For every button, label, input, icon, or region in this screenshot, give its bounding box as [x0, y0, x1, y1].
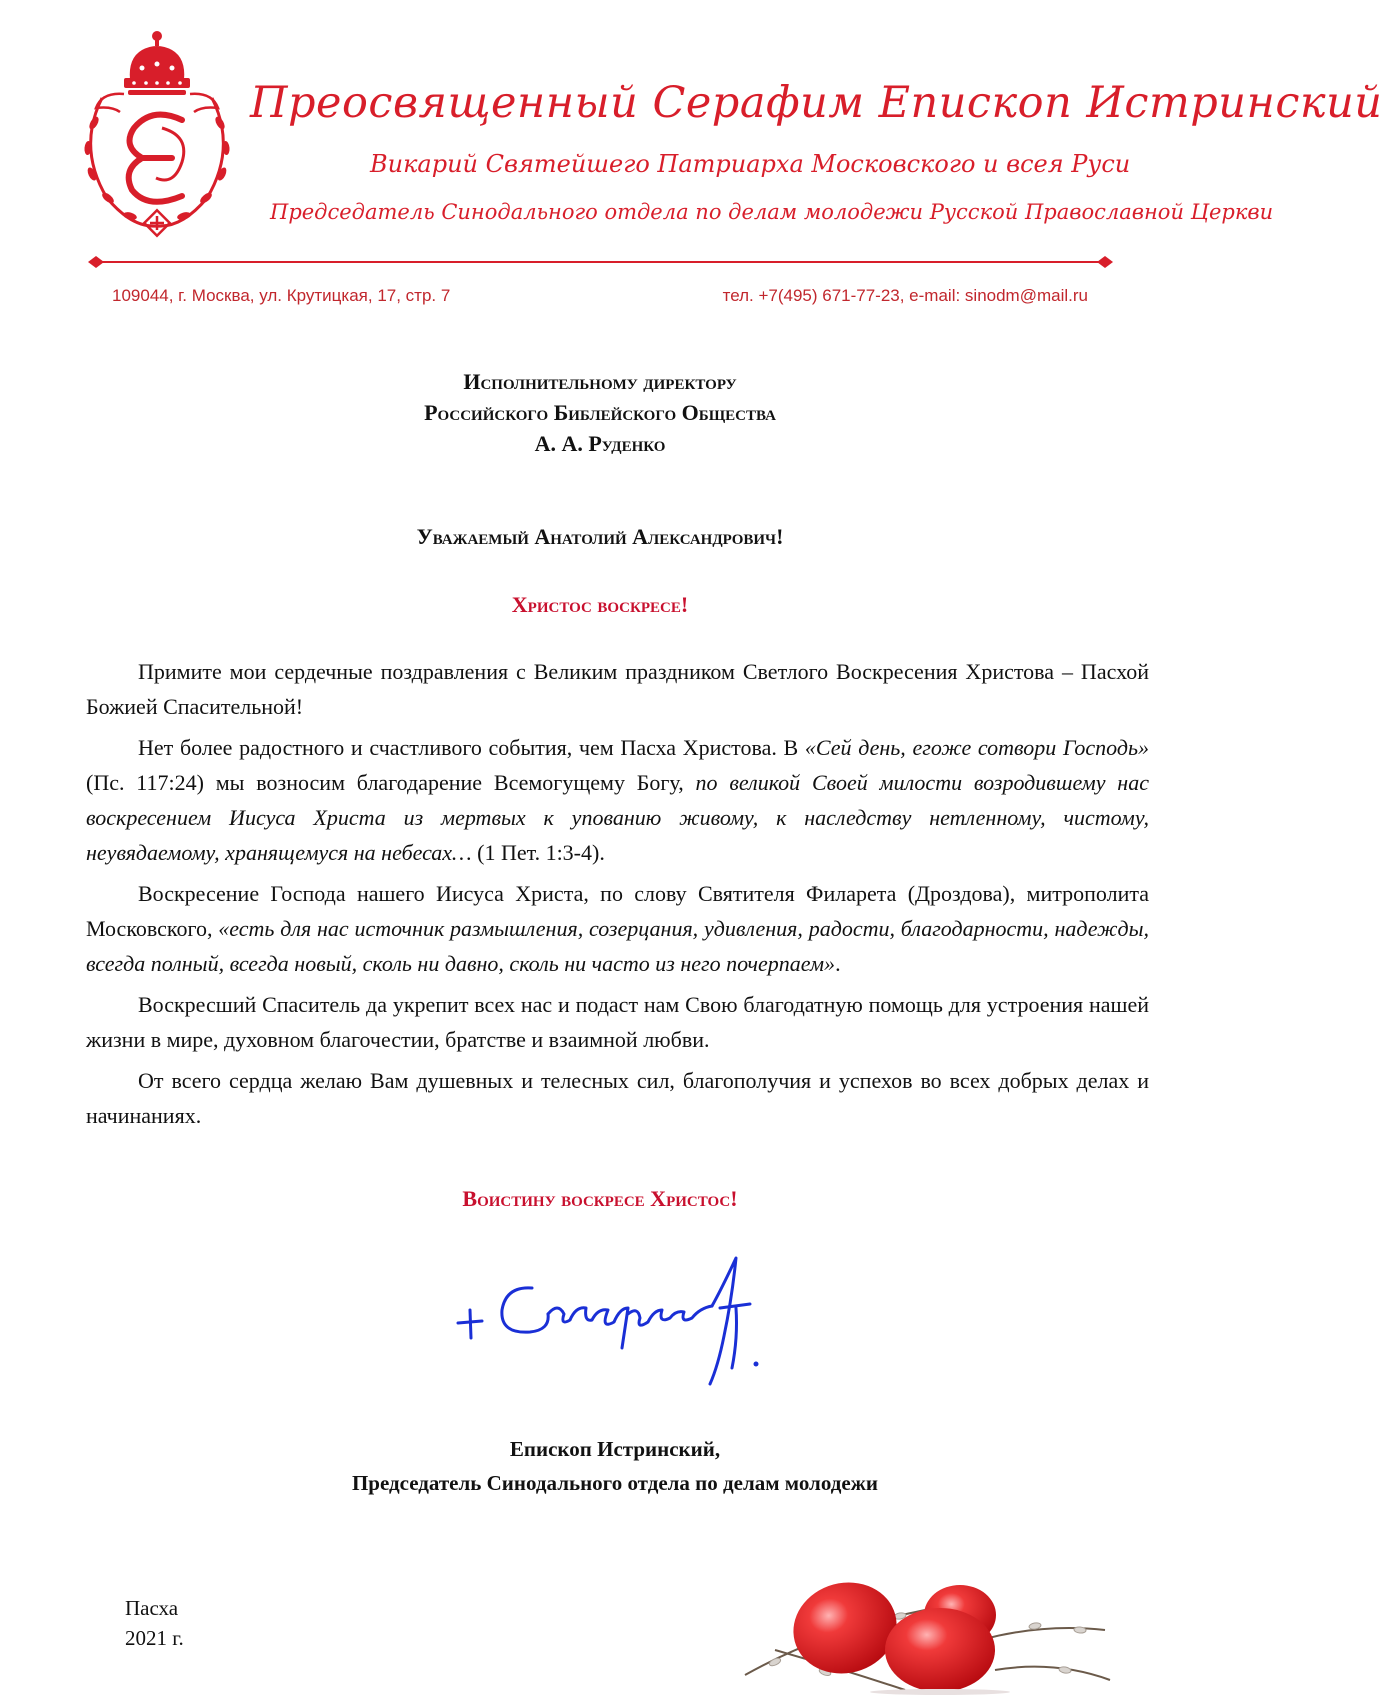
paragraph-4-text: Воскресший Спаситель да укрепит всех нас и подаст нам Свою благодатную помощь для устроения нашей жизни в мире, духовном благочестии, братстве и взаимной любви.	[86, 992, 1149, 1052]
paragraph-1-text: Примите мои сердечные поздравления с Великим праздником Светлого Воскресения Христова – Пасхой Божией Спасительной!	[86, 659, 1149, 719]
paragraph-2-quote-psalm: «Сей день, егоже сотвори Господь»	[804, 735, 1149, 760]
paragraph-5	[86, 1063, 1149, 1133]
salutation: Уважаемый Анатолий Александрович!	[416, 524, 784, 549]
addressee-line-3: А. А. Руденко	[534, 431, 666, 456]
paragraph-2-text-a: Нет более радостного и счастливого события, чем Пасха Христова. В	[138, 735, 805, 760]
letterhead-contact: тел. +7(495) 671-77-23, e-mail: sinodm@mail.ru	[722, 286, 1088, 305]
signer-position: Председатель Синодального отдела по делам молодежи	[351, 1471, 879, 1495]
paragraph-1	[86, 654, 1149, 724]
signer-title: Епископ Истринский,	[509, 1437, 721, 1461]
letterhead-divider	[88, 255, 1113, 269]
letter-date	[125, 1593, 184, 1653]
crest-logo-icon	[72, 28, 242, 238]
easter-eggs-illustration-icon	[735, 1570, 1115, 1695]
letterhead-title: Преосвященный Серафим Епископ Истринский	[250, 78, 1382, 128]
closing-greeting: Воистину воскресе Христос!	[462, 1186, 738, 1211]
paragraph-2-text-e: (1 Пет. 1:3-4).	[471, 840, 605, 865]
date-occasion: Пасха	[125, 1596, 179, 1620]
signer-block	[0, 1432, 1230, 1500]
paragraph-2-quote-peter: по великой Своей милости возродившему нас воскресением Иисуса Христа из мертвых к упованию живому, к наследству нетленному, чистому, неувядаемому, хранящемуся на небесах…	[86, 770, 1149, 865]
date-year: 2021 г.	[125, 1626, 184, 1650]
addressee-line-1: Исполнительному директору	[463, 369, 737, 394]
paragraph-3	[86, 876, 1149, 981]
addressee-line-2: Российского Библейского Общества	[424, 400, 776, 425]
letterhead-address: 109044, г. Москва, ул. Крутицкая, 17, стр. 7	[112, 286, 451, 305]
addressee-block	[0, 366, 1200, 459]
paragraph-2-text-c: (Пс. 117:24) мы возносим благодарение Всемогущему Богу,	[86, 770, 696, 795]
paragraph-5-text: От всего сердца желаю Вам душевных и телесных сил, благополучия и успехов во всех добрых делах и начинаниях.	[86, 1068, 1149, 1128]
paragraph-4	[86, 987, 1149, 1057]
paragraph-2	[86, 730, 1149, 870]
paragraph-3-quote-filaret: «есть для нас источник размышления, созерцания, удивления, радости, благодарности, надежды, всегда полный, всегда новый, сколь ни давно, сколь ни часто из него почерпаем»	[86, 916, 1150, 976]
paragraph-3-text-c: .	[835, 951, 841, 976]
letterhead-subtitle-chairman: Председатель Синодального отдела по делам молодежи Русской Православной Церкви	[270, 200, 1274, 224]
paragraph-3-text-a: Воскресение Господа нашего Иисуса Христа, по слову Святителя Филарета (Дроздова), митрополита Московского,	[86, 881, 1149, 941]
letter-body	[86, 654, 1149, 1139]
handwritten-signature	[440, 1248, 800, 1398]
letterhead-subtitle-vicar: Викарий Святейшего Патриарха Московского и всея Руси	[370, 150, 1131, 178]
paschal-greeting: Христос воскресе!	[511, 592, 689, 617]
